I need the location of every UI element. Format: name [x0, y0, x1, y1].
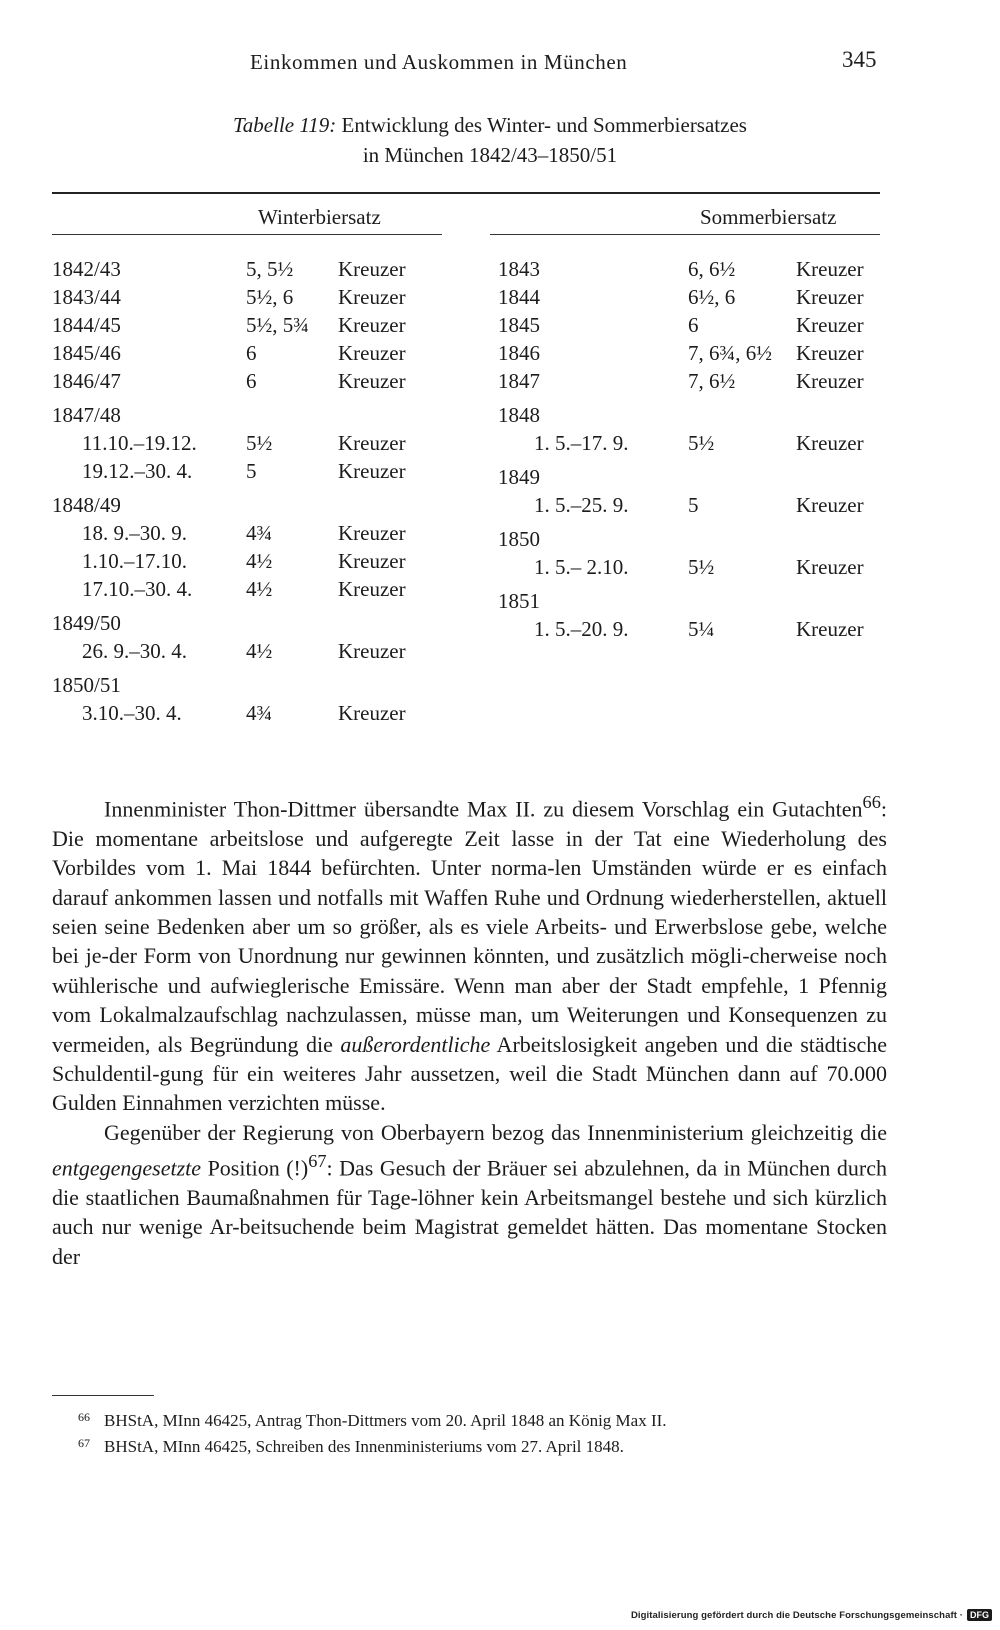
footnote-ref-67: 67 [308, 1151, 327, 1172]
emphasis: außerordentliche [340, 1031, 491, 1057]
value-cell: 7, 6½ [688, 369, 736, 393]
table-row [498, 525, 880, 553]
table-row [52, 547, 452, 575]
digitization-credit [631, 1609, 992, 1627]
footnotes [52, 1408, 892, 1460]
period-cell: 1849/50 [52, 611, 121, 635]
unit-cell: Kreuzer [796, 493, 864, 517]
table-row [498, 339, 880, 367]
period-cell: 1845 [498, 313, 540, 337]
text-run: Innenminister Thon-Dittmer übersandte Max II. zu diesem Vorschlag ein Gutachten [104, 796, 863, 822]
unit-cell: Kreuzer [796, 313, 864, 337]
period-cell: 1847 [498, 369, 540, 393]
table-row [498, 283, 880, 311]
value-cell: 6 [246, 369, 257, 393]
unit-cell: Kreuzer [338, 549, 406, 573]
period-cell: 1848 [498, 403, 540, 427]
table-row [498, 429, 880, 457]
unit-cell: Kreuzer [338, 257, 406, 281]
table-row [52, 671, 452, 699]
footnote-text: BHStA, MInn 46425, Schreiben des Innenministeriums vom 27. April 1848. [104, 1437, 624, 1456]
period-cell: 1. 5.–25. 9. [534, 493, 629, 517]
footnote-ref-66: 66 [862, 792, 881, 812]
period-cell: 1843 [498, 257, 540, 281]
period-cell: 1844 [498, 285, 540, 309]
unit-cell: Kreuzer [338, 431, 406, 455]
table-row [52, 367, 452, 395]
value-cell: 5, 5½ [246, 257, 294, 281]
table-row [52, 339, 452, 367]
unit-cell: Kreuzer [796, 617, 864, 641]
value-cell: 4½ [246, 577, 273, 601]
table-row [52, 429, 452, 457]
text-run: : Das Gesuch der Bräuer sei abzulehnen, da in München durch die staatlichen Baumaßnahmen für Tage-löhner kein Arbeitsmangel bestehe und sich kürzlich auch nur wenige Ar-beitsuchende beim Magistrat gemeldet hätten. Das momentane Stocken der [52, 1155, 887, 1269]
table-row [498, 367, 880, 395]
table-row [498, 463, 880, 491]
table-row [52, 699, 452, 727]
caption-line-1 [140, 110, 840, 140]
unit-cell: Kreuzer [338, 459, 406, 483]
summer-table [498, 255, 880, 643]
period-cell: 1850 [498, 527, 540, 551]
table-row [52, 609, 452, 637]
table-row [498, 255, 880, 283]
value-cell: 6 [246, 341, 257, 365]
period-cell: 1842/43 [52, 257, 121, 281]
unit-cell: Kreuzer [796, 285, 864, 309]
period-cell: 1.10.–17.10. [82, 549, 187, 573]
footnote-text: BHStA, MInn 46425, Antrag Thon-Dittmers vom 20. April 1848 an König Max II. [104, 1411, 667, 1430]
table-row [52, 575, 452, 603]
value-cell: 6½, 6 [688, 285, 736, 309]
period-cell: 1851 [498, 589, 540, 613]
unit-cell: Kreuzer [338, 577, 406, 601]
period-cell: 1843/44 [52, 285, 121, 309]
table-row [52, 401, 452, 429]
table-row [52, 283, 452, 311]
unit-cell: Kreuzer [796, 369, 864, 393]
table-row [52, 491, 452, 519]
value-cell: 5½, 6 [246, 285, 294, 309]
period-cell: 1846/47 [52, 369, 121, 393]
footnote-mark: 66 [78, 1410, 90, 1424]
period-cell: 1847/48 [52, 403, 121, 427]
unit-cell: Kreuzer [338, 285, 406, 309]
period-cell: 1. 5.–20. 9. [534, 617, 629, 641]
table-row [52, 311, 452, 339]
footnote-rule [52, 1395, 154, 1396]
value-cell: 4½ [246, 549, 273, 573]
paragraph [52, 1118, 887, 1271]
table-row [498, 587, 880, 615]
value-cell: 5¼ [688, 617, 715, 641]
period-cell: 18. 9.–30. 9. [82, 521, 187, 545]
value-cell: 5½ [688, 555, 715, 579]
value-cell: 5 [688, 493, 699, 517]
period-cell: 1844/45 [52, 313, 121, 337]
table-row [498, 311, 880, 339]
unit-cell: Kreuzer [338, 341, 406, 365]
column-header-summer: Sommerbiersatz [700, 205, 837, 229]
table-row [498, 491, 880, 519]
period-cell: 1. 5.–17. 9. [534, 431, 629, 455]
value-cell: 5½ [688, 431, 715, 455]
page-number: 345 [842, 47, 877, 72]
value-cell: 4¾ [246, 701, 273, 725]
period-cell: 1. 5.– 2.10. [534, 555, 629, 579]
table-caption [140, 110, 840, 170]
footnote [52, 1408, 892, 1434]
table-row [52, 519, 452, 547]
table-row [498, 615, 880, 643]
winter-table [52, 255, 452, 727]
unit-cell: Kreuzer [338, 701, 406, 725]
unit-cell: Kreuzer [796, 257, 864, 281]
text-run: : Die momentane arbeitslose und aufgeregte Zeit lasse in der Tat eine Wiederholung des Vorbildes vom 1. Mai 1844 befürchten. Unter norma-len Umständen würde er es einfach darauf ankommen lassen und notfalls mit Waffen Ruhe und Ordnung wiederherstellen, aktuell seien seine Bedenken aber um so größer, als es viele Arbeits- und Erwerbslose gebe, welche bei je-der Form von Unordnung nur gewinnen könnten, und zusätzlich mögli-cherweise noch wühlerische und aufwieglerische Emissäre. Wenn man aber der Stadt empfehle, 1 Pfennig vom Lokalmalzaufschlag nachzulassen, müsse man, um Weiterungen und Konsequenzen zu vermeiden, als Begründung die [52, 796, 887, 1057]
value-cell: 5½ [246, 431, 273, 455]
text-run: Position (!) [201, 1155, 309, 1181]
value-cell: 6 [688, 313, 699, 337]
period-cell: 17.10.–30. 4. [82, 577, 193, 601]
value-cell: 4½ [246, 639, 273, 663]
running-head: Einkommen und Auskommen in München [250, 50, 628, 74]
caption-label: Tabelle 119: [233, 113, 337, 137]
period-cell: 1848/49 [52, 493, 121, 517]
value-cell: 5½, 5¾ [246, 313, 309, 337]
text-run: Gegenüber der Regierung von Oberbayern bezog das Innenministerium gleichzeitig die [104, 1119, 887, 1145]
unit-cell: Kreuzer [338, 369, 406, 393]
unit-cell: Kreuzer [796, 431, 864, 455]
dfg-logo-icon: DFG [967, 1609, 992, 1621]
emphasis: entgegengesetzte [52, 1155, 202, 1181]
period-cell: 1845/46 [52, 341, 121, 365]
footnote [52, 1434, 892, 1460]
header-rule-right [490, 234, 880, 235]
value-cell: 6, 6½ [688, 257, 736, 281]
paragraph [52, 788, 887, 1118]
period-cell: 26. 9.–30. 4. [82, 639, 187, 663]
table-top-rule [52, 192, 880, 194]
unit-cell: Kreuzer [338, 313, 406, 337]
unit-cell: Kreuzer [338, 521, 406, 545]
text-run: Arbeitslosigkeit angeben und die städtische Schuldentil-gung für ein weiteres Jahr aussetzen, weil die Stadt München dann auf 70.000 Gulden Einnahmen verzichten müsse. [52, 1031, 887, 1116]
value-cell: 5 [246, 459, 257, 483]
credit-text: Digitalisierung gefördert durch die Deutsche Forschungsgemeinschaft · [630, 1609, 963, 1621]
header-rule-left [52, 234, 442, 235]
table-row [52, 637, 452, 665]
body-text [52, 788, 887, 1271]
period-cell: 19.12.–30. 4. [82, 459, 193, 483]
value-cell: 7, 6¾, 6½ [688, 341, 772, 365]
value-cell: 4¾ [246, 521, 273, 545]
period-cell: 1846 [498, 341, 540, 365]
caption-line-2: in München 1842/43–1850/51 [362, 143, 618, 167]
column-header-winter: Winterbiersatz [258, 205, 381, 229]
unit-cell: Kreuzer [796, 555, 864, 579]
footnote-mark: 67 [78, 1436, 90, 1450]
period-cell: 11.10.–19.12. [82, 431, 197, 455]
table-row [52, 457, 452, 485]
period-cell: 1849 [498, 465, 540, 489]
table-row [498, 401, 880, 429]
table-row [498, 553, 880, 581]
table-row [52, 255, 452, 283]
unit-cell: Kreuzer [338, 639, 406, 663]
period-cell: 1850/51 [52, 673, 121, 697]
caption-text-1: Entwicklung des Winter- und Sommerbiersatzes [341, 113, 747, 137]
period-cell: 3.10.–30. 4. [82, 701, 182, 725]
unit-cell: Kreuzer [796, 341, 864, 365]
